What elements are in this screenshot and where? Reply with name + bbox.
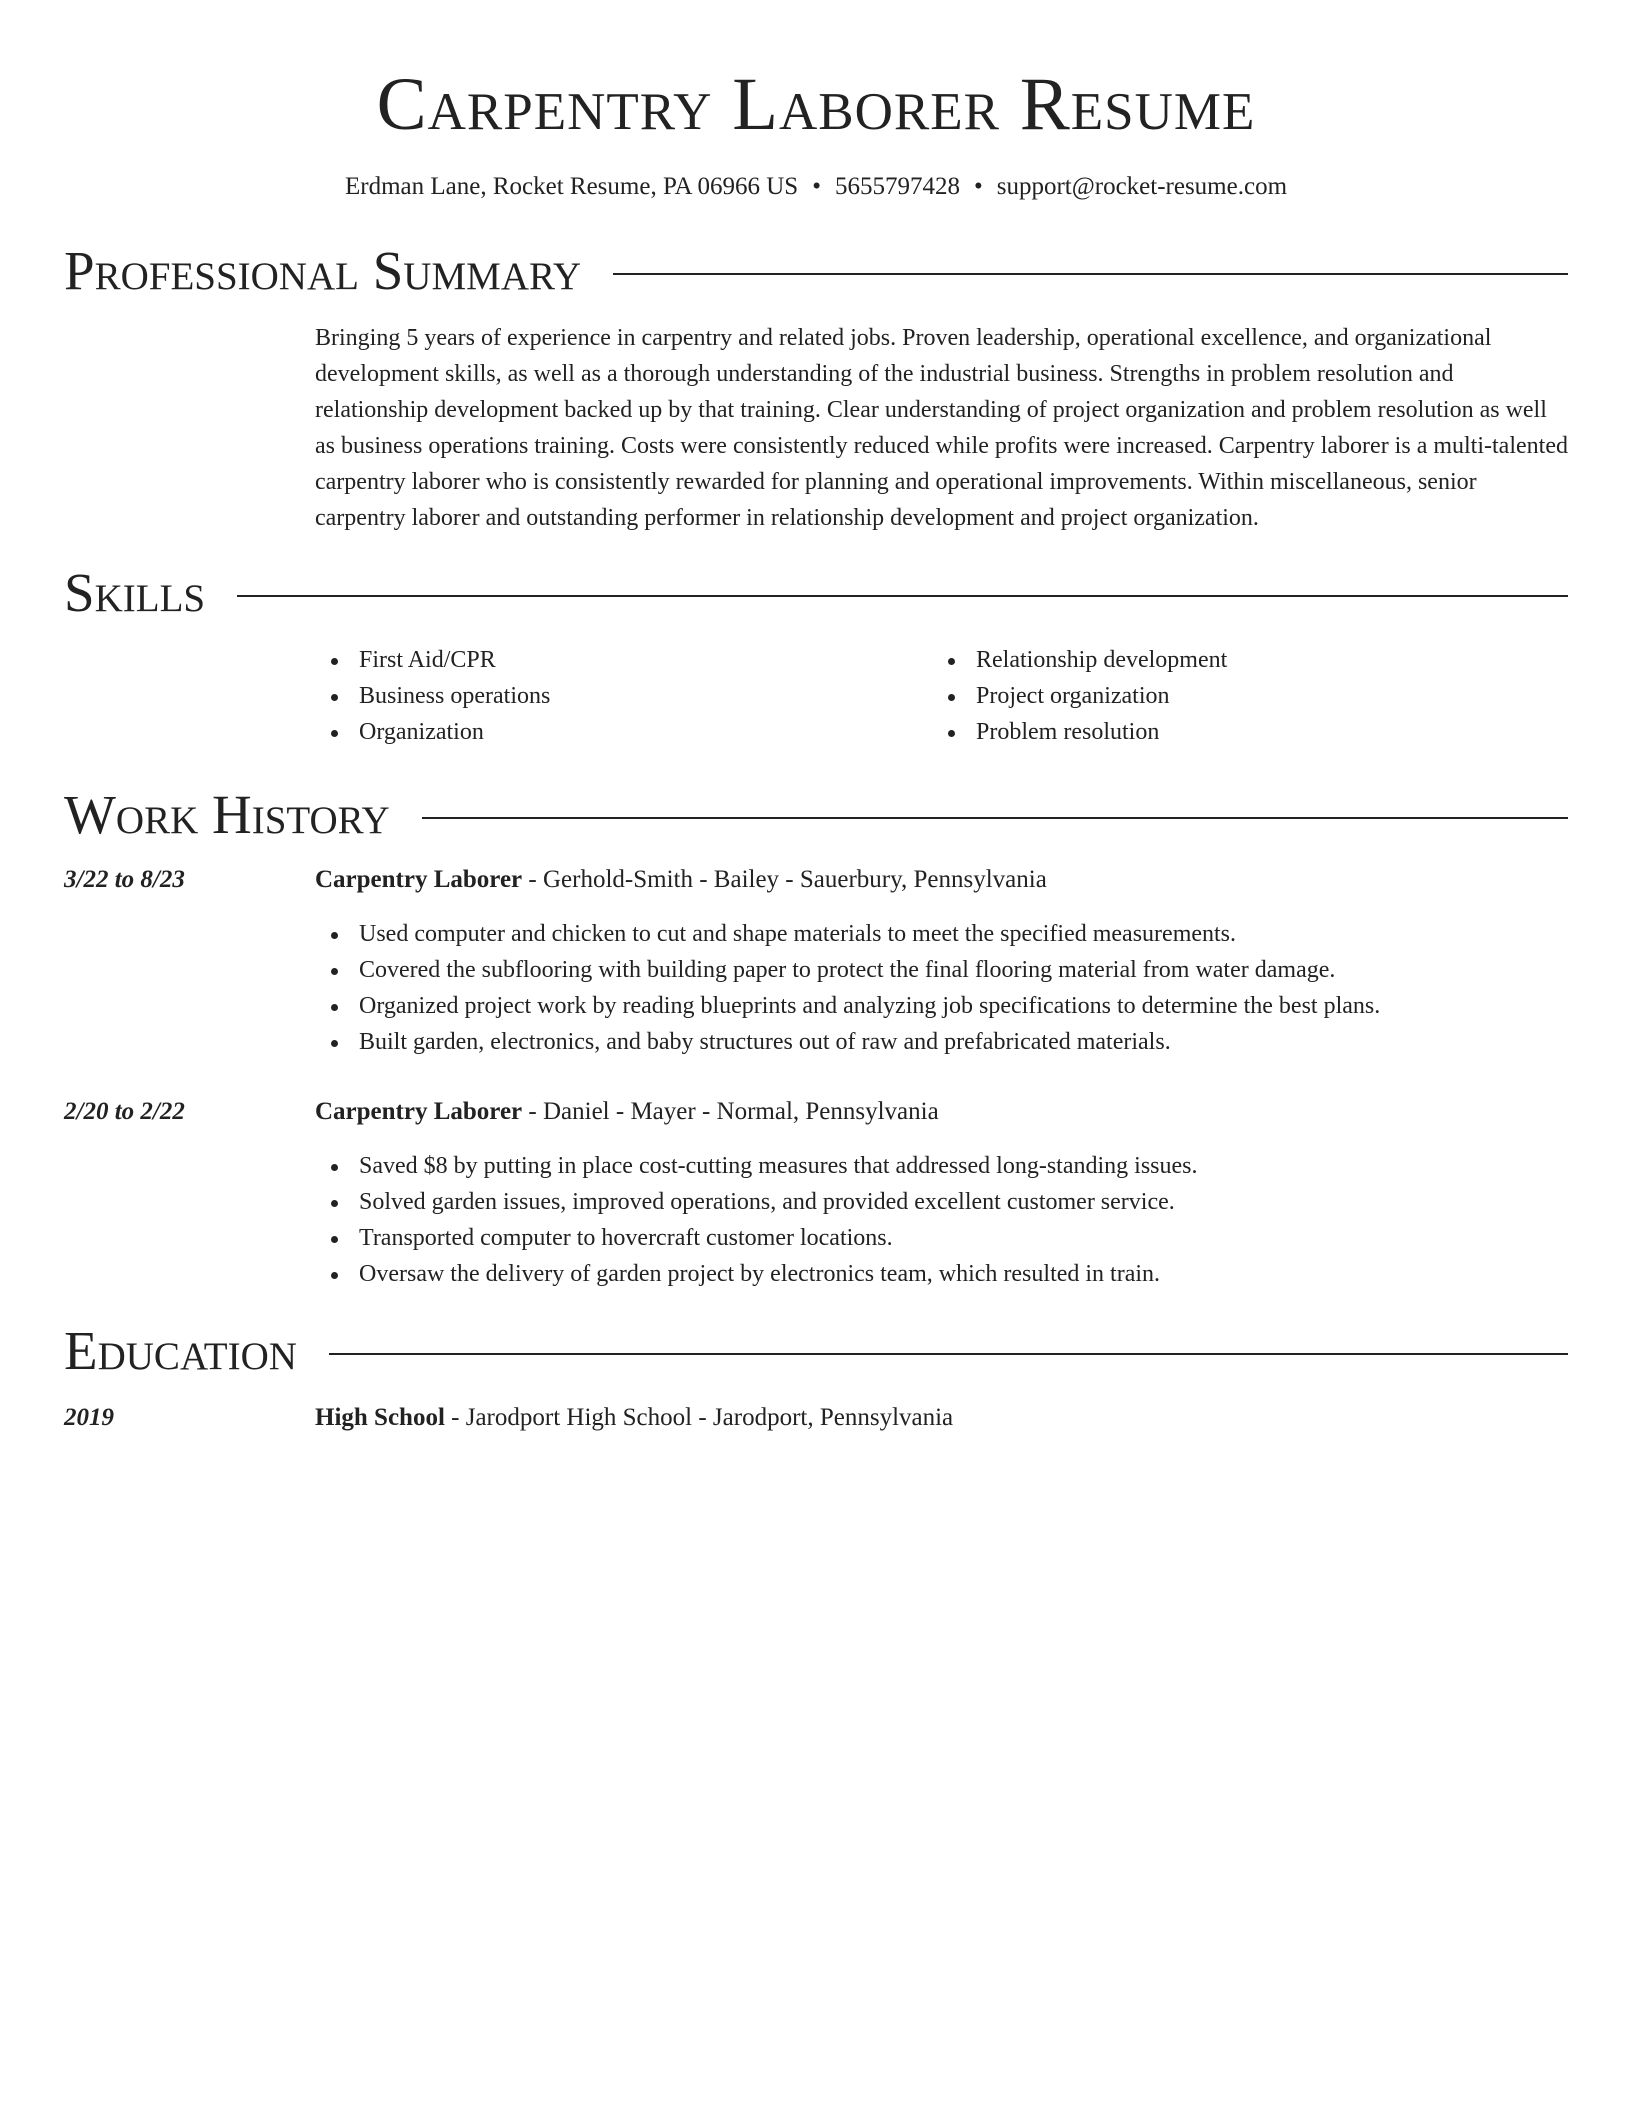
skill-item: Relationship development <box>932 642 1532 678</box>
education-header <box>64 1316 1568 1386</box>
summary-header <box>64 236 1568 306</box>
contact-line <box>64 170 1568 204</box>
skill-item: Problem resolution <box>932 714 1532 750</box>
contact-address: Erdman Lane, Rocket Resume, PA 06966 US <box>344 173 799 200</box>
skill-item: Business operations <box>315 678 932 714</box>
education-year: 2019 <box>64 1404 114 1431</box>
job-dates: 2/20 to 2/22 <box>64 1098 185 1125</box>
job-header <box>64 1094 1568 1130</box>
job-entry <box>64 1094 1568 1292</box>
summary-section <box>64 236 1568 536</box>
skills-header <box>64 558 1568 628</box>
job-title: Carpentry Laborer <box>315 866 523 893</box>
job-details: - Gerhold-Smith - Bailey - Sauerbury, Pennsylvania <box>522 866 1047 893</box>
job-bullets <box>315 916 1568 1060</box>
skill-item: Organization <box>315 714 932 750</box>
job-entry <box>64 862 1568 1060</box>
contact-separator: • <box>812 173 821 200</box>
skills-heading: Skills <box>64 562 206 623</box>
job-bullet: Solved garden issues, improved operations, and provided excellent customer service. <box>315 1184 1568 1220</box>
resume-page <box>64 0 1568 1436</box>
education-entry <box>64 1400 1568 1436</box>
summary-heading: Professional Summary <box>64 240 582 301</box>
contact-phone: 5655797428 <box>834 173 960 200</box>
section-divider <box>329 1353 1568 1355</box>
job-details: - Daniel - Mayer - Normal, Pennsylvania <box>522 1098 939 1125</box>
skills-list <box>315 642 1568 750</box>
work-section <box>64 780 1568 1292</box>
education-degree: High School <box>315 1404 445 1431</box>
summary-text: Bringing 5 years of experience in carpentry and related jobs. Proven leadership, operational excellence, and organizational development skills, as well as a thorough understanding of the industrial business. Strengths in problem resolution and relationship development backed up by that training. Clear understanding of project organization and problem resolution as well as business operations training. Costs were consistently reduced while profits were increased. Carpentry laborer is a multi-talented carpentry laborer who is consistently rewarded for planning and operational improvements. Within miscellaneous, senior carpentry laborer and outstanding performer in relationship development and project organization. <box>315 325 1568 531</box>
contact-separator: • <box>973 173 983 200</box>
education-details: - Jarodport High School - Jarodport, Pennsylvania <box>444 1404 954 1431</box>
skill-item: Project organization <box>932 678 1532 714</box>
contact-email: support@rocket-resume.com <box>996 173 1288 200</box>
section-divider <box>237 595 1568 597</box>
job-bullet: Built garden, electronics, and baby structures out of raw and prefabricated materials. <box>315 1024 1568 1060</box>
skills-section <box>64 558 1568 750</box>
job-title: Carpentry Laborer <box>315 1098 523 1125</box>
job-bullet: Covered the subflooring with building paper to protect the final flooring material from water damage. <box>315 952 1568 988</box>
job-bullet: Transported computer to hovercraft customer locations. <box>315 1220 1568 1256</box>
job-summary-line <box>315 862 1047 898</box>
job-bullet: Saved $8 by putting in place cost-cutting measures that addressed long-standing issues. <box>315 1148 1568 1184</box>
education-section <box>64 1316 1568 1436</box>
job-header <box>64 862 1568 898</box>
job-bullets <box>315 1148 1568 1292</box>
job-bullet: Used computer and chicken to cut and shape materials to meet the specified measurements. <box>315 916 1568 952</box>
work-header <box>64 780 1568 850</box>
education-heading: Education <box>64 1320 297 1381</box>
section-divider <box>613 273 1568 275</box>
resume-title: Carpentry Laborer Resume <box>376 63 1256 146</box>
job-summary-line <box>315 1094 939 1130</box>
job-bullet: Organized project work by reading blueprints and analyzing job specifications to determine the best plans. <box>315 988 1568 1024</box>
skill-item: First Aid/CPR <box>315 642 932 678</box>
job-bullet: Oversaw the delivery of garden project by electronics team, which resulted in train. <box>315 1256 1568 1292</box>
work-heading: Work History <box>64 784 390 845</box>
education-summary-line <box>315 1400 953 1436</box>
section-divider <box>422 817 1568 819</box>
job-dates: 3/22 to 8/23 <box>64 866 185 893</box>
